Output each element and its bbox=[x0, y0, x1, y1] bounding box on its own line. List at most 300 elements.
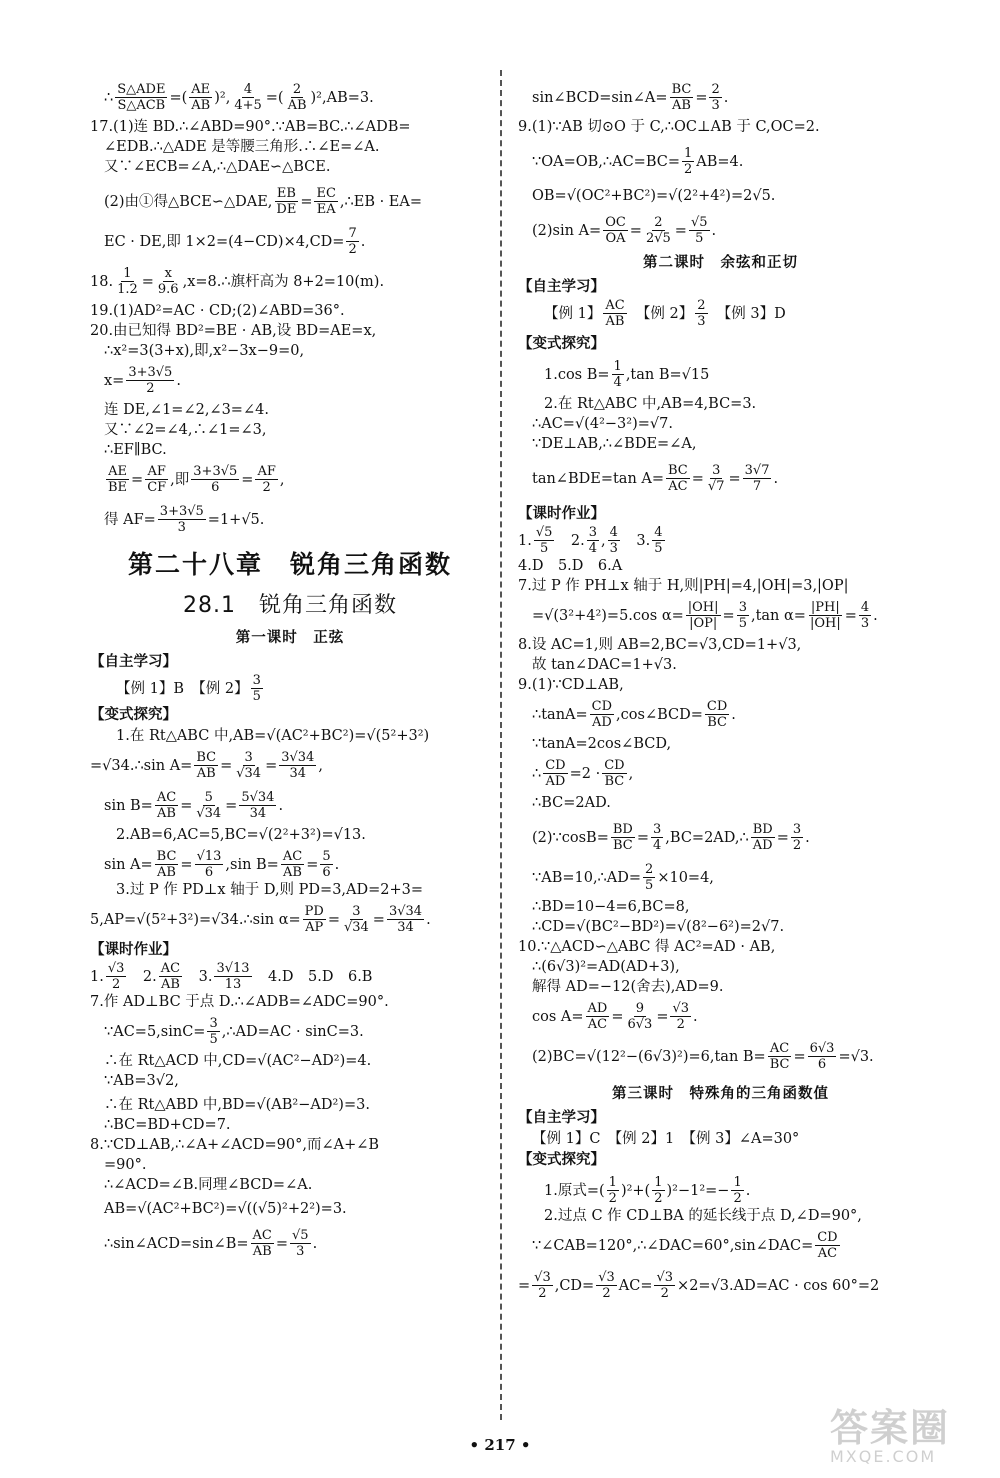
fraction bbox=[234, 750, 263, 781]
numerator: CD bbox=[545, 758, 566, 773]
answer-line bbox=[518, 699, 923, 730]
text-segment: )²,AB=3. bbox=[310, 89, 374, 106]
fraction bbox=[279, 750, 316, 781]
numerator: 2 bbox=[645, 862, 654, 877]
text-segment: ,CD= bbox=[554, 1277, 595, 1294]
answer-line: =90°. bbox=[104, 1157, 147, 1173]
denominator: 2 bbox=[792, 838, 802, 853]
fraction bbox=[737, 600, 749, 631]
text-segment: = bbox=[306, 856, 319, 873]
numerator: √3 bbox=[534, 1270, 551, 1285]
text-segment: tan∠BDE=tan A= bbox=[532, 470, 665, 487]
numerator: 2 bbox=[292, 82, 302, 97]
answer-line: AB=√(AC²+BC²)=√((√5)²+2²)=3. bbox=[104, 1201, 347, 1217]
text-segment: = bbox=[275, 1235, 289, 1252]
answer-line bbox=[90, 82, 490, 113]
text-segment: ,tan B=√15 bbox=[625, 366, 710, 383]
text-segment: . bbox=[312, 1235, 318, 1252]
numerator: BD bbox=[752, 822, 773, 837]
fraction bbox=[695, 298, 707, 329]
numerator: BC bbox=[156, 849, 177, 864]
text-segment: = bbox=[180, 797, 193, 814]
fraction bbox=[145, 464, 168, 495]
denominator: AB bbox=[287, 98, 307, 113]
text-segment: 得 AF= bbox=[104, 511, 156, 528]
text-segment: =( bbox=[265, 89, 284, 106]
text-segment: ,sin B= bbox=[225, 856, 279, 873]
text-segment: 4.D 5.D 6.B bbox=[253, 968, 373, 985]
answer-line bbox=[90, 961, 490, 992]
answer-line: 4.D 5.D 6.A bbox=[518, 558, 623, 574]
fraction bbox=[320, 849, 332, 880]
numerator: AF bbox=[147, 464, 166, 479]
denominator: AC bbox=[587, 1017, 608, 1032]
numerator: x bbox=[164, 266, 172, 281]
numerator: AF bbox=[257, 464, 276, 479]
fraction bbox=[155, 790, 178, 821]
answer-line: 9.(1)∵CD⊥AB, bbox=[518, 677, 624, 693]
text-segment: = bbox=[636, 829, 650, 846]
numerator: 2 bbox=[711, 82, 720, 97]
denominator: AC bbox=[817, 1246, 838, 1261]
denominator: 5 bbox=[738, 616, 747, 631]
answer-line: 又∵∠ECB=∠A,∴△DAE∽△BCE. bbox=[104, 159, 331, 175]
numerator: 6√3 bbox=[809, 1041, 835, 1056]
denominator: BC bbox=[769, 1057, 790, 1072]
text-segment: )²−1²=− bbox=[666, 1182, 730, 1199]
fraction bbox=[602, 758, 626, 789]
fraction bbox=[194, 790, 223, 821]
denominator: 2 bbox=[660, 1286, 669, 1301]
text-segment: = bbox=[793, 1048, 806, 1065]
text-segment: = bbox=[141, 273, 154, 290]
section-header: 【课时作业】 bbox=[90, 942, 177, 958]
denominator: 2 bbox=[111, 977, 121, 992]
fraction bbox=[106, 464, 129, 495]
text-segment: , bbox=[601, 532, 606, 549]
answer-line bbox=[90, 750, 490, 781]
fraction bbox=[689, 215, 710, 246]
numerator: CD bbox=[604, 758, 625, 773]
denominator: 5 bbox=[645, 878, 654, 893]
fraction bbox=[603, 298, 626, 329]
answer-line: ∴EF∥BC. bbox=[104, 442, 167, 458]
numerator: √3 bbox=[107, 961, 125, 976]
fraction bbox=[534, 525, 555, 556]
answer-9-1: 9.(1)∵AB 切⊙O 于 C,∴OC⊥AB 于 C,OC=2. bbox=[518, 119, 820, 135]
numerator: |PH| bbox=[810, 600, 840, 615]
answer-line: 又∵∠2=∠4,∴∠1=∠3, bbox=[104, 422, 267, 438]
numerator: 3+3√5 bbox=[193, 464, 238, 479]
answer-line: ∴∠ACD=∠B.同理∠BCD=∠A. bbox=[104, 1177, 313, 1193]
fraction bbox=[768, 1041, 792, 1072]
numerator: PD bbox=[304, 904, 324, 919]
text-segment: 1. bbox=[518, 532, 532, 549]
text-segment: . bbox=[805, 829, 810, 846]
text-segment: ,∴AD=AC · sinC=3. bbox=[221, 1023, 364, 1040]
text-segment: = bbox=[518, 1277, 531, 1294]
fraction bbox=[189, 82, 212, 113]
text-segment: = bbox=[300, 193, 313, 210]
fraction bbox=[651, 822, 663, 853]
fraction bbox=[596, 1270, 617, 1301]
text-segment: ∴ bbox=[104, 89, 114, 106]
answer-line: ∴x²=3(3+x),即,x²−3x−9=0, bbox=[104, 343, 305, 359]
answer-line bbox=[518, 298, 923, 329]
text-segment: (2)∵cosB= bbox=[532, 829, 609, 846]
denominator: BE bbox=[108, 480, 128, 495]
denominator: AD bbox=[591, 715, 612, 730]
text-segment: = bbox=[776, 829, 789, 846]
denominator: AB bbox=[160, 977, 180, 992]
denominator: AB bbox=[157, 865, 176, 880]
section-header: 【变式探究】 bbox=[518, 1152, 605, 1168]
fraction bbox=[644, 215, 673, 246]
fraction bbox=[709, 82, 721, 113]
fraction bbox=[643, 862, 655, 893]
text-segment: =1+√5. bbox=[207, 511, 265, 528]
section-header: 【变式探究】 bbox=[518, 336, 605, 352]
fraction bbox=[303, 904, 326, 935]
lesson-title: 第三课时 特殊角的三角函数值 bbox=[612, 1086, 829, 1102]
section-header: 【自主学习】 bbox=[518, 279, 605, 295]
text-segment: )², bbox=[214, 89, 231, 106]
numerator: 3 bbox=[209, 1016, 218, 1031]
denominator: 3 bbox=[177, 520, 186, 535]
denominator: √34 bbox=[343, 920, 369, 935]
denominator: 5 bbox=[654, 541, 663, 556]
answer-line: ∵AB=3√2, bbox=[104, 1073, 179, 1089]
denominator: 5 bbox=[539, 541, 549, 556]
chapter-title: 第二十八章 锐角三角函数 bbox=[127, 550, 452, 579]
fraction bbox=[387, 904, 424, 935]
numerator: 3√7 bbox=[744, 463, 770, 478]
answer-line: 8.∵CD⊥AB,∴∠A+∠ACD=90°,而∠A+∠B bbox=[90, 1137, 380, 1153]
text-segment: = bbox=[691, 470, 704, 487]
answer-line: 7.作 AD⊥BC 于点 D.∴∠ADB=∠ADC=90°. bbox=[90, 994, 389, 1010]
text-segment: =√(3²+4²)=5.cos α= bbox=[532, 607, 684, 624]
text-segment: ∵∠CAB=120°,∴∠DAC=60°,sin∠DAC= bbox=[532, 1237, 814, 1254]
fraction bbox=[743, 463, 772, 494]
text-segment: = bbox=[327, 911, 340, 928]
text-segment: EC · DE,即 1×2=(4−CD)×4,CD= bbox=[104, 233, 345, 250]
text-segment: . bbox=[426, 911, 431, 928]
fraction bbox=[791, 822, 803, 853]
text-segment: 18. bbox=[90, 273, 114, 290]
numerator: 3√34 bbox=[281, 750, 315, 765]
denominator: √34 bbox=[196, 806, 222, 821]
column-divider bbox=[500, 70, 502, 1420]
answer-line: ∴在 Rt△ACD 中,CD=√(AC²−AD²)=4. bbox=[104, 1053, 372, 1069]
text-segment: cos A= bbox=[532, 1008, 584, 1025]
denominator: 2 bbox=[602, 1286, 611, 1301]
fraction bbox=[652, 525, 664, 556]
text-segment: . bbox=[278, 797, 284, 814]
answer-19: 19.(1)AD²=AC · CD;(2)∠ABD=36°. bbox=[90, 303, 345, 319]
numerator: CD bbox=[817, 1230, 838, 1245]
answer-line: 3.过 P 作 PD⊥x 轴于 D,则 PD=3,AD=2+3= bbox=[116, 882, 424, 898]
answer-line: ∴CD=√(BC²−BD²)=√(8²−6²)=2√7. bbox=[532, 919, 785, 935]
denominator: 3 bbox=[860, 616, 870, 631]
text-segment: ,∴EB · EA= bbox=[339, 193, 423, 210]
fraction bbox=[156, 266, 181, 297]
text-segment: = bbox=[220, 757, 233, 774]
answer-line: 8.设 AC=1,则 AB=2,BC=√3,CD=1+√3, bbox=[518, 637, 802, 653]
answer-line: 解得 AD=−12(舍去),AD=9. bbox=[532, 979, 724, 995]
denominator: AB bbox=[157, 806, 176, 821]
numerator: √5 bbox=[535, 525, 553, 540]
numerator: 3 bbox=[588, 525, 598, 540]
denominator: 7 bbox=[752, 479, 762, 494]
answer-18 bbox=[90, 266, 490, 297]
text-segment: . bbox=[873, 607, 878, 624]
text-segment: ,即 bbox=[170, 471, 190, 488]
denominator: AB bbox=[605, 314, 625, 329]
denominator: |OP| bbox=[689, 616, 718, 631]
answer-20: 20.由已知得 BD²=BE · AB,设 BD=AE=x, bbox=[90, 323, 377, 339]
fraction bbox=[290, 1228, 311, 1259]
fraction bbox=[815, 1230, 839, 1261]
fraction bbox=[808, 1041, 837, 1072]
denominator: CF bbox=[147, 480, 167, 495]
text-segment: ,BC=2AD,∴ bbox=[665, 829, 749, 846]
denominator: 4+5 bbox=[234, 98, 262, 113]
numerator: 3 bbox=[738, 600, 747, 615]
numerator: CD bbox=[706, 699, 728, 714]
answer-line: 故 tan∠DAC=1+√3. bbox=[532, 657, 677, 673]
denominator: 3 bbox=[296, 1244, 305, 1259]
answer-line bbox=[90, 226, 490, 257]
numerator: 7 bbox=[348, 226, 357, 241]
watermark-text: 答案圈 bbox=[830, 1406, 951, 1450]
text-segment: . bbox=[176, 372, 181, 389]
text-segment: 【例 1】 bbox=[544, 305, 602, 322]
text-segment: = bbox=[611, 1008, 624, 1025]
numerator: 1 bbox=[123, 266, 132, 281]
section-header: 【变式探究】 bbox=[90, 707, 177, 723]
answer-line bbox=[518, 1001, 923, 1032]
text-segment: 2. bbox=[128, 968, 157, 985]
text-segment: . bbox=[731, 706, 736, 723]
text-segment: = bbox=[265, 757, 278, 774]
text-segment: 【例 3】D bbox=[709, 305, 786, 322]
numerator: 5 bbox=[322, 849, 331, 864]
denominator: 4 bbox=[613, 375, 622, 390]
denominator: 6 bbox=[322, 865, 331, 880]
fraction bbox=[106, 961, 127, 992]
text-segment: 【例 2】 bbox=[628, 305, 694, 322]
fraction bbox=[255, 464, 277, 495]
text-segment: 【例 1】B 【例 2】 bbox=[116, 680, 249, 697]
text-segment: = bbox=[225, 797, 238, 814]
fraction bbox=[115, 266, 140, 297]
answer-line: ∴在 Rt△ABD 中,BD=√(AB²−AD²)=3. bbox=[104, 1097, 370, 1113]
text-segment: 1. bbox=[90, 968, 104, 985]
answer-line bbox=[518, 862, 923, 893]
numerator: √5 bbox=[292, 1228, 309, 1243]
answer-line bbox=[90, 1016, 490, 1047]
numerator: AC bbox=[156, 790, 177, 805]
numerator: 3 bbox=[653, 822, 662, 837]
text-segment: sin B= bbox=[104, 797, 153, 814]
numerator: BD bbox=[612, 822, 633, 837]
numerator: √3 bbox=[672, 1001, 690, 1016]
numerator: √3 bbox=[598, 1270, 615, 1285]
text-segment: =√3. bbox=[838, 1048, 874, 1065]
text-segment: =2 · bbox=[569, 765, 601, 782]
fraction bbox=[115, 82, 167, 113]
numerator: √3 bbox=[656, 1270, 674, 1285]
numerator: BC bbox=[196, 750, 217, 765]
fraction bbox=[155, 849, 179, 880]
answer-line bbox=[518, 1270, 923, 1301]
fraction bbox=[126, 365, 174, 396]
answer-line: ∴BD=10−4=6,BC=8, bbox=[532, 899, 690, 915]
denominator: 4 bbox=[653, 838, 662, 853]
answer-line bbox=[518, 525, 923, 556]
denominator: AB bbox=[283, 865, 302, 880]
fraction bbox=[670, 82, 694, 113]
fraction bbox=[251, 1228, 274, 1259]
fraction bbox=[158, 504, 206, 535]
answer-line: ∵tanA=2cos∠BCD, bbox=[532, 736, 672, 752]
text-segment: sin∠BCD=sin∠A= bbox=[532, 89, 668, 106]
fraction bbox=[281, 849, 304, 880]
numerator: 3+3√5 bbox=[128, 365, 173, 380]
text-segment: . bbox=[745, 1182, 751, 1199]
denominator: 2 bbox=[262, 480, 271, 495]
denominator: 6√3 bbox=[627, 1017, 653, 1032]
denominator: 6 bbox=[211, 480, 220, 495]
text-segment: ×10=4, bbox=[657, 869, 714, 886]
text-segment: 3. bbox=[621, 532, 651, 549]
text-segment: ∵OA=OB,∴AC=BC= bbox=[532, 153, 680, 170]
left-column bbox=[90, 82, 490, 1259]
fraction bbox=[232, 82, 263, 113]
answer-line bbox=[90, 365, 490, 396]
denominator: |OH| bbox=[809, 616, 841, 631]
answer-line bbox=[90, 464, 490, 495]
text-segment: . bbox=[693, 1008, 698, 1025]
text-segment: = bbox=[722, 607, 735, 624]
text-segment: ,tan α= bbox=[750, 607, 806, 624]
answer-line: 2.在 Rt△ABC 中,AB=4,BC=3. bbox=[544, 396, 757, 412]
fraction bbox=[239, 790, 276, 821]
numerator: 3√34 bbox=[388, 904, 423, 919]
page-number: • 217 • bbox=[469, 1436, 531, 1454]
answer-line bbox=[518, 215, 923, 246]
text-segment: AC= bbox=[618, 1277, 653, 1294]
text-segment: (2)sin A= bbox=[532, 222, 602, 239]
numerator: √5 bbox=[690, 215, 708, 230]
text-segment: = bbox=[241, 471, 254, 488]
answer-line: 10.∵△ACD∽△ABC 得 AC²=AD · AB, bbox=[518, 939, 776, 955]
text-segment: ∴ bbox=[532, 765, 542, 782]
denominator: AB bbox=[196, 766, 216, 781]
fraction bbox=[274, 186, 298, 217]
text-segment: . bbox=[334, 856, 340, 873]
fraction bbox=[532, 1270, 553, 1301]
answer-line: 1.在 Rt△ABC 中,AB=√(AC²+BC²)=√(5²+3²) bbox=[116, 728, 430, 744]
answer-line: ∴AC=√(4²−3²)=√7. bbox=[532, 416, 673, 432]
text-segment: 2. bbox=[556, 532, 585, 549]
text-segment: , bbox=[279, 471, 285, 488]
fraction bbox=[652, 1175, 664, 1206]
answer-line bbox=[90, 849, 490, 880]
numerator: 2 bbox=[654, 215, 663, 230]
denominator: 9.6 bbox=[157, 282, 179, 297]
denominator: 2 bbox=[348, 242, 357, 257]
numerator: 1 bbox=[684, 146, 693, 161]
text-segment: ,x=8.∴旗杆高为 8+2=10(m). bbox=[182, 273, 385, 290]
text-segment: = bbox=[372, 911, 385, 928]
text-segment: =( bbox=[169, 89, 188, 106]
section-header: 【自主学习】 bbox=[90, 654, 177, 670]
text-segment: = bbox=[131, 471, 144, 488]
fraction bbox=[314, 186, 337, 217]
numerator: AE bbox=[191, 82, 211, 97]
text-segment: =√34.∴sin A= bbox=[90, 757, 193, 774]
answer-17-2 bbox=[90, 186, 490, 217]
fraction bbox=[587, 525, 599, 556]
denominator: 5 bbox=[209, 1032, 218, 1047]
text-segment: )²+( bbox=[620, 1182, 651, 1199]
denominator: 2 bbox=[684, 162, 693, 177]
answer-line bbox=[518, 1041, 923, 1072]
numerator: 4 bbox=[243, 82, 253, 97]
fraction bbox=[654, 1270, 675, 1301]
fraction bbox=[607, 1175, 619, 1206]
denominator: 1.2 bbox=[117, 282, 138, 297]
text-segment: 3. bbox=[184, 968, 213, 985]
text-segment: ×2=√3.AD=AC · cos 60°=2 bbox=[677, 1277, 880, 1294]
denominator: EA bbox=[316, 202, 336, 217]
denominator: 34 bbox=[249, 806, 267, 821]
numerator: 3 bbox=[792, 822, 802, 837]
answer-line: ∠EDB.∴△ADE 是等腰三角形.∴∠E=∠A. bbox=[104, 139, 380, 155]
fraction bbox=[731, 1175, 743, 1206]
answer-line: 2.过点 C 作 CD⊥BA 的延长线于点 D,∠D=90°, bbox=[544, 1208, 862, 1224]
numerator: 3 bbox=[252, 673, 261, 688]
fraction bbox=[194, 750, 218, 781]
numerator: S△ADE bbox=[117, 82, 166, 97]
numerator: OC bbox=[605, 215, 626, 230]
text-segment: , bbox=[628, 765, 634, 782]
text-segment: ∴tanA= bbox=[532, 706, 588, 723]
denominator: BC bbox=[604, 774, 625, 789]
numerator: AC bbox=[769, 1041, 790, 1056]
denominator: 2 bbox=[676, 1017, 685, 1032]
denominator: AB bbox=[252, 1244, 272, 1259]
text-segment: , bbox=[318, 757, 323, 774]
watermark-url: MXQE.COM bbox=[830, 1447, 937, 1466]
numerator: √13 bbox=[196, 849, 222, 864]
fraction bbox=[751, 822, 775, 853]
watermark-logo bbox=[830, 1408, 980, 1470]
fraction bbox=[342, 904, 371, 935]
answer-line bbox=[90, 673, 490, 704]
numerator: 3 bbox=[352, 904, 361, 919]
answer-line bbox=[518, 1175, 923, 1206]
right-column bbox=[518, 82, 923, 1301]
denominator: 6 bbox=[817, 1057, 827, 1072]
fraction bbox=[705, 699, 729, 730]
section-header: 【课时作业】 bbox=[518, 506, 605, 522]
text-segment: = bbox=[656, 1008, 669, 1025]
numerator: AD bbox=[587, 1001, 608, 1016]
denominator: 5 bbox=[695, 231, 704, 246]
denominator: 3 bbox=[697, 314, 706, 329]
